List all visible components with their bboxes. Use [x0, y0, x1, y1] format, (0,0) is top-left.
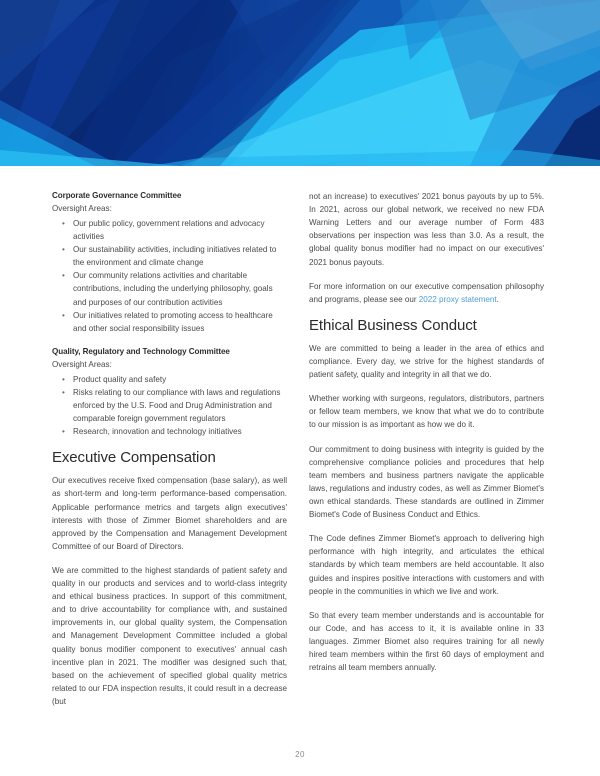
page-footer [0, 744, 600, 762]
oversight-areas-label: Oversight Areas: [52, 359, 112, 369]
paragraph-continued: not an increase) to executives' 2021 bonus payouts by up to 5%. In 2021, across our global network, we received no new FDA Warning Letters and our average number of Form 483 observations per inspection was less than 3.0. As a result, the global quality bonus modifier had no impact on our executives' 2021 bonus payouts. [309, 192, 544, 267]
committee-block-corporate-governance [52, 190, 287, 335]
paragraph-text-before-link: For more information on our executive compensation philosophy and programs, please see our [309, 281, 544, 304]
list-item-text: Our sustainability activities, including initiatives related to the environment and climate change [73, 245, 277, 268]
bullet-icon: • [62, 310, 65, 320]
committee-block-quality-regulatory-technology [52, 346, 287, 438]
paragraph-with-link [309, 280, 544, 306]
bullet-icon: • [62, 218, 65, 228]
section-heading-ethical-business-conduct: Ethical Business Conduct [309, 316, 477, 334]
list-item [62, 269, 287, 308]
oversight-areas-label: Oversight Areas: [52, 203, 112, 213]
paragraph: Our executives receive fixed compensation (base salary), as well as short-term and long-term performance-based compensation. Applicable performance metrics and targets align executives' interests with those of Zimmer Biomet shareholders and are approved by the Compensation and Management Development Committee of our Board of Directors. [52, 476, 287, 551]
paragraph-text-after-link: . [496, 294, 499, 304]
bullet-icon: • [62, 387, 65, 397]
list-item [62, 309, 287, 335]
paragraph: So that every team member understands and is accountable for our Code, and has access to it, it is available online in 33 languages. Zimmer Biomet also requires training for all newly hired team members within the first 60 days of employment and retrains all team members annually. [309, 610, 544, 673]
bullet-icon: • [62, 271, 65, 281]
left-column [52, 190, 287, 708]
page-content [0, 166, 600, 776]
paragraph: We are committed to being a leader in the area of ethics and compliance. Every day, we strive for the highest standards of patient safety, quality and integrity in all that we do. [309, 343, 544, 380]
list-item-text: Product quality and safety [73, 374, 167, 384]
page-number: 20 [295, 750, 305, 759]
committee-title: Corporate Governance Committee [52, 191, 182, 200]
list-item-text: Research, innovation and technology initiatives [73, 427, 242, 437]
header-banner [0, 0, 600, 166]
banner-geometric-artwork [0, 0, 600, 166]
section-heading-executive-compensation: Executive Compensation [52, 449, 216, 467]
paragraph: Whether working with surgeons, regulators, distributors, partners or fellow team members, we know that what we do to contribute to our mission is as important as how we do it. [309, 394, 544, 430]
oversight-list [52, 217, 287, 335]
right-column [309, 190, 544, 674]
list-item [62, 425, 287, 438]
committee-title: Quality, Regulatory and Technology Committee [52, 346, 230, 356]
list-item [62, 217, 287, 243]
oversight-list [52, 373, 287, 439]
paragraph: We are committed to the highest standards of patient safety and quality in our products and services and to world-class integrity and ethical business practices. In support of this commitment, and to drive accountability for compliance with, and sustained improvements in, our global quality system, the Compensation and Management Development Committee included a global quality bonus modifier component to executives' annual cash incentive plan in 2021. The modifier was designed such that, based on the achievement of specified global quality metrics related to our FDA inspection results, it could result in a decrease (but [52, 565, 287, 707]
bullet-icon: • [62, 374, 65, 384]
list-item-text: Our initiatives related to promoting access to healthcare and other social responsibility issues [73, 310, 273, 333]
bullet-icon: • [62, 245, 65, 255]
paragraph: Our commitment to doing business with integrity is guided by the comprehensive compliance policies and procedures that help team members and business partners navigate the applicable laws, regulations and industry codes, as well as Zimmer Biomet's own ethical standards. These standards are outlined in Zimmer Biomet's Code of Business Conduct and Ethics. [309, 444, 544, 520]
bullet-icon: • [62, 427, 65, 437]
list-item-text: Risks relating to our compliance with laws and regulations enforced by the U.S. Food and Drug Administration and comparable foreign government regulators [73, 387, 281, 424]
list-item-text: Our community relations activities and charitable contributions, including the underlying philosophy, goals and purposes of our contribution activities [73, 271, 273, 307]
paragraph: The Code defines Zimmer Biomet's approach to delivering high performance with high integrity, and articulates the ethical standards by which team members are held accountable. It also guides and inspires positive interactions with customers and with people in the communities in which we live and work. [309, 534, 544, 596]
two-column-layout [52, 190, 550, 708]
proxy-statement-link[interactable]: 2022 proxy statement [418, 294, 497, 304]
list-item [62, 373, 287, 386]
list-item-text: Our public policy, government relations and advocacy activities [73, 218, 265, 241]
list-item [62, 243, 287, 269]
list-item [62, 386, 287, 425]
